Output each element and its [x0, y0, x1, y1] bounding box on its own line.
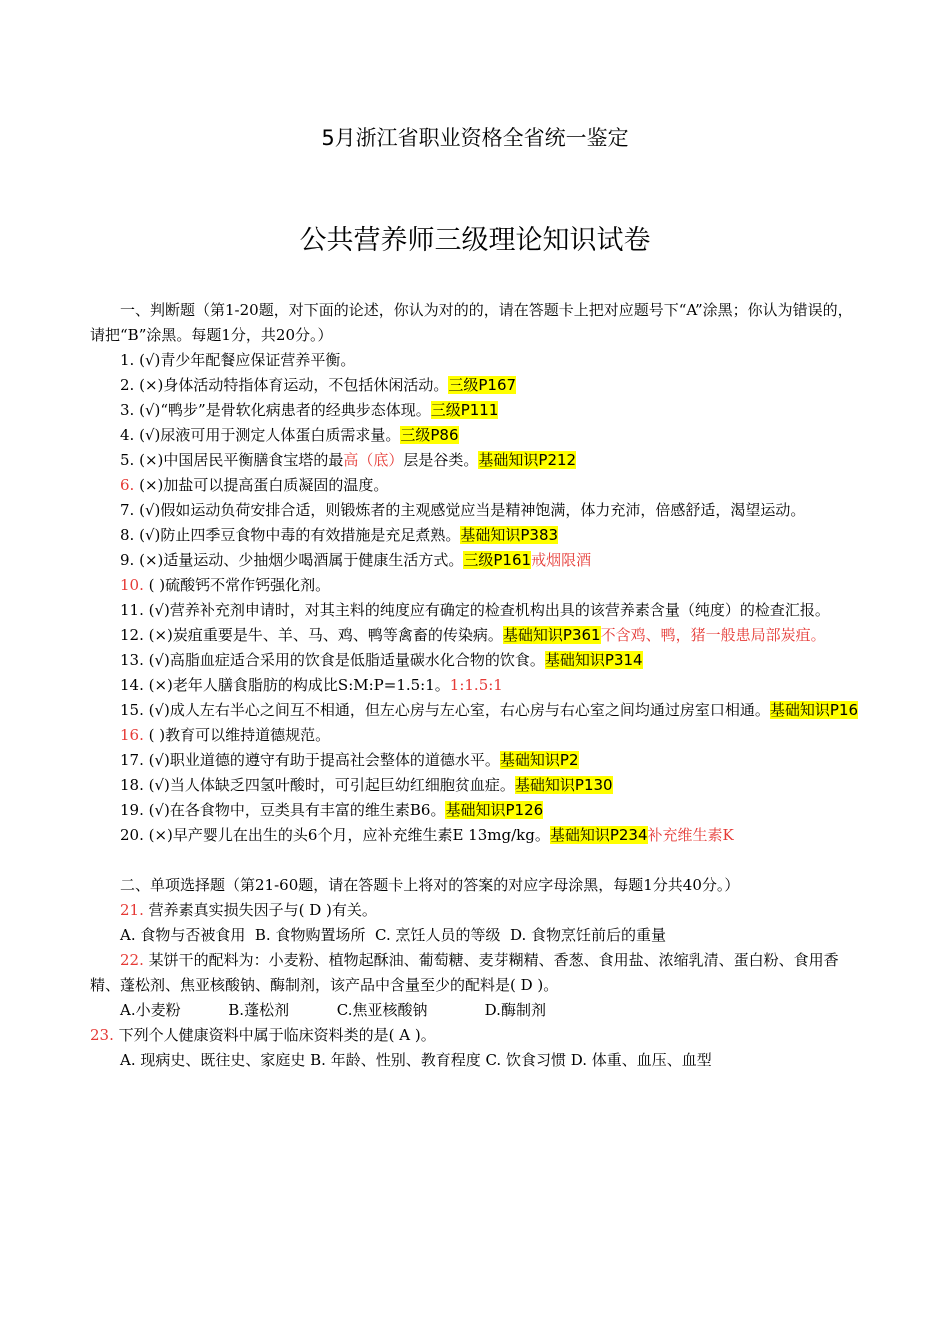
item-reference: 基础知识P130	[514, 776, 613, 794]
item-correction: 高（底）	[343, 451, 404, 469]
judgment-item	[90, 523, 862, 548]
item-text: ( )硫酸钙不常作钙强化剂。	[148, 576, 331, 594]
item-text: (√)高脂血症适合采用的饮食是低脂适量碳水化合物的饮食。	[148, 651, 545, 669]
judgment-item	[90, 498, 862, 523]
item-number: 3.	[120, 401, 135, 419]
item-text: (×)炭疽重要是牛、羊、马、鸡、鸭等禽畜的传染病。	[148, 626, 503, 644]
question-number: 21.	[120, 901, 144, 919]
section1-intro: 一、判断题（第1-20题，对下面的论述，你认为对的的，请在答题卡上把对应题号下“A”涂黑；你认为错误的，请把“B”涂黑。每题1分，共20分。）	[90, 301, 853, 344]
item-number: 10.	[120, 576, 144, 594]
question-stem: 下列个人健康资料中属于临床资料类的是( A )。	[118, 1026, 436, 1044]
judgment-item	[90, 648, 862, 673]
item-number: 7.	[120, 501, 135, 519]
item-reference: 基础知识P2	[499, 751, 579, 769]
item-text: (√)青少年配餐应保证营养平衡。	[139, 351, 356, 369]
item-number: 8.	[120, 526, 135, 544]
item-note: 戒烟限酒	[531, 551, 592, 569]
item-text: (√)尿液可用于测定人体蛋白质需求量。	[139, 426, 401, 444]
item-text-cont: 层是谷类。	[403, 451, 479, 469]
item-text: (√)成人左右半心之间互不相通，但左心房与左心室，右心房与右心室之间均通过房室口相通。	[148, 701, 770, 719]
item-text: (×)早产婴儿在出生的头6个月，应补充维生素E 13mg/kg。	[148, 826, 550, 844]
judgment-item	[90, 673, 862, 698]
item-number: 15.	[120, 701, 144, 719]
item-number: 18.	[120, 776, 144, 794]
judgment-item	[90, 573, 862, 598]
section1-items	[90, 348, 862, 848]
item-reference: 基础知识P361	[502, 626, 601, 644]
question-22-options: A.小麦粉 B.蓬松剂 C.焦亚核酸钠 D.酶制剂	[120, 1001, 546, 1019]
item-text: (√)在各食物中，豆类具有丰富的维生素B6。	[148, 801, 446, 819]
item-number: 2.	[120, 376, 135, 394]
judgment-item	[90, 373, 862, 398]
item-text: (×)身体活动特指体育运动，不包括休闲活动。	[139, 376, 449, 394]
item-number: 11.	[120, 601, 144, 619]
question-21-options: A. 食物与否被食用 B. 食物购置场所 C. 烹饪人员的等级 D. 食物烹饪前后的重量	[120, 926, 667, 944]
item-note: 补充维生素K	[647, 826, 734, 844]
item-reference: 基础知识P314	[544, 651, 643, 669]
question-21	[90, 898, 862, 923]
item-text: (√)防止四季豆食物中毒的有效措施是充足煮熟。	[139, 526, 461, 544]
item-reference: 基础知识P16	[769, 701, 859, 719]
judgment-item	[90, 548, 862, 573]
item-number: 14.	[120, 676, 144, 694]
question-23	[90, 1023, 862, 1048]
item-note: 1:1.5:1	[449, 676, 503, 694]
item-number: 20.	[120, 826, 144, 844]
judgment-item	[90, 348, 862, 373]
item-text: (√)职业道德的遵守有助于提高社会整体的道德水平。	[148, 751, 500, 769]
judgment-item	[90, 448, 862, 473]
item-reference: 基础知识P126	[445, 801, 544, 819]
judgment-item	[90, 773, 862, 798]
judgment-item	[90, 473, 862, 498]
section-gap	[90, 848, 862, 873]
item-text: (√)假如运动负荷安排合适，则锻炼者的主观感觉应当是精神饱满，体力充沛，倍感舒适，渴望运动。	[139, 501, 806, 519]
judgment-item	[90, 798, 862, 823]
item-number: 5.	[120, 451, 135, 469]
exam-subtitle: 公共营养师三级理论知识试卷	[299, 225, 651, 256]
exam-body	[90, 298, 862, 1073]
item-reference: 基础知识P383	[460, 526, 559, 544]
question-stem: 某饼干的配料为：小麦粉、植物起酥油、葡萄糖、麦芽糊精、香葱、食用盐、浓缩乳清、蛋白粉、食用香精、蓬松剂、焦亚核酸钠、酶制剂，该产品中含量至少的配料是( D )。	[90, 951, 839, 994]
item-number: 9.	[120, 551, 135, 569]
item-number: 13.	[120, 651, 144, 669]
judgment-item	[90, 423, 862, 448]
item-text: (×)老年人膳食脂肪的构成比S:M:P=1.5:1。	[148, 676, 450, 694]
question-23-options: A. 现病史、既往史、家庭史 B. 年龄、性别、教育程度 C. 饮食习惯 D. 体重、血压、血型	[120, 1051, 712, 1069]
item-reference: 三级P111	[430, 401, 499, 419]
item-number: 12.	[120, 626, 144, 644]
question-22	[90, 948, 862, 998]
item-reference: 三级P161	[463, 551, 532, 569]
judgment-item	[90, 598, 862, 623]
item-text: (×)加盐可以提高蛋白质凝固的温度。	[139, 476, 389, 494]
judgment-item	[90, 698, 862, 723]
judgment-item	[90, 823, 862, 848]
judgment-item	[90, 723, 862, 748]
item-text: (√)营养补充剂申请时，对其主料的纯度应有确定的检查机构出具的该营养素含量（纯度）的检查汇报。	[148, 601, 830, 619]
exam-title: 5月浙江省职业资格全省统一鉴定	[321, 126, 629, 150]
item-text: (√)当人体缺乏四氢叶酸时，可引起巨幼红细胞贫血症。	[148, 776, 515, 794]
item-number: 17.	[120, 751, 144, 769]
question-stem: 营养素真实损失因子与( D )有关。	[148, 901, 377, 919]
item-note: 不含鸡、鸭，猪一般患局部炭疽。	[600, 626, 826, 644]
item-number: 19.	[120, 801, 144, 819]
item-number: 6.	[120, 476, 135, 494]
item-reference: 三级P167	[448, 376, 517, 394]
question-number: 22.	[120, 951, 144, 969]
item-number: 4.	[120, 426, 135, 444]
item-number: 1.	[120, 351, 135, 369]
question-number: 23.	[90, 1026, 114, 1044]
judgment-item	[90, 398, 862, 423]
judgment-item	[90, 623, 862, 648]
judgment-item	[90, 748, 862, 773]
item-text: (√)“鸭步”是骨软化病患者的经典步态体现。	[139, 401, 431, 419]
item-reference: 三级P86	[400, 426, 459, 444]
item-text: ( )教育可以维持道德规范。	[148, 726, 331, 744]
section2-intro: 二、单项选择题（第21-60题，请在答题卡上将对的答案的对应字母涂黑，每题1分共40分。）	[120, 876, 740, 894]
item-reference: 基础知识P234	[549, 826, 648, 844]
item-reference: 基础知识P212	[478, 451, 577, 469]
item-number: 16.	[120, 726, 144, 744]
item-text: (×)适量运动、少抽烟少喝酒属于健康生活方式。	[139, 551, 464, 569]
item-text: (×)中国居民平衡膳食宝塔的最	[139, 451, 344, 469]
